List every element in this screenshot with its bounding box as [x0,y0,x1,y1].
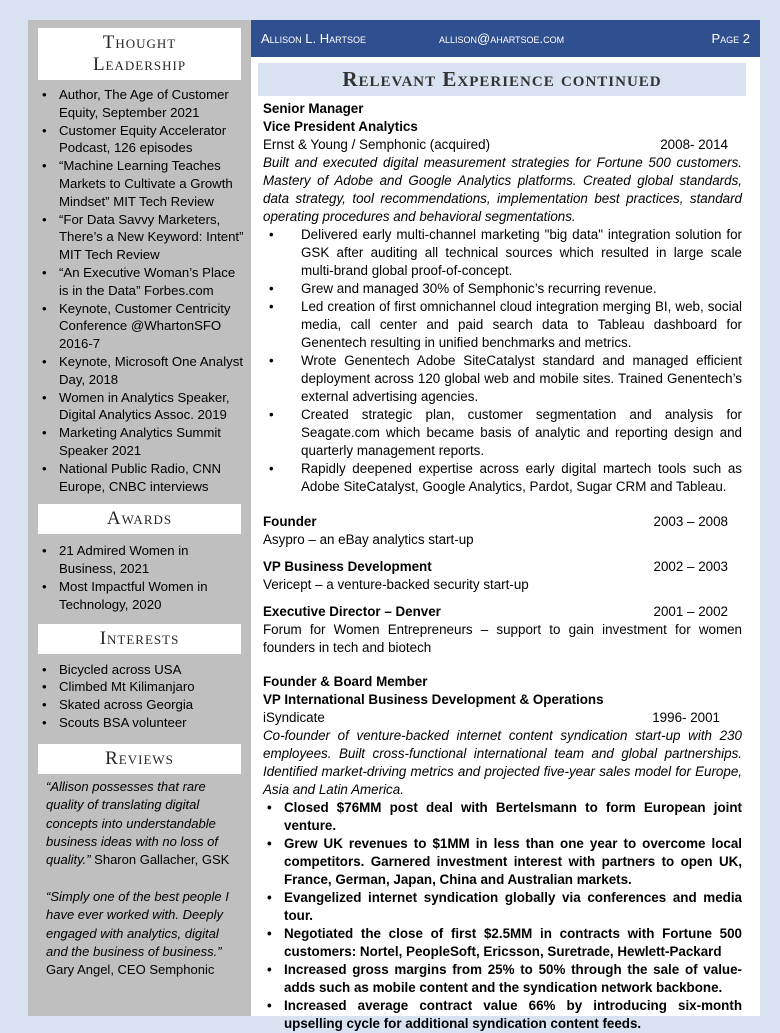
list-item: • Increased gross margins from 25% to 50% through the sale of value-adds such as mobile content and the syndication network backbone. [263,961,742,997]
review-quote: “Allison possesses that rare quality of translating digital concepts into understandable business ideas with no loss of quality.” [46,778,218,868]
list-item: • Author, The Age of Customer Equity, September 2021 [42,86,245,122]
job-description: Asypro – an eBay analytics start-up [263,532,474,547]
job-ey [263,100,742,496]
interests-heading: Interests [38,624,241,654]
review-quote: “Simply one of the best people I have ever worked with. Deeply engaged with analytics, digital and the business of business.” [46,888,229,959]
list-item: • Increased average contract value 66% by introducing six-month upselling cycle for additional syndication content feeds. [263,997,742,1033]
thought-leadership-list [28,86,251,495]
job-company-row [263,136,742,154]
awards-heading: Awards [38,504,241,534]
header-email[interactable]: allison@ahartsoe.com [439,31,565,46]
header-bar [251,20,760,57]
header-name: Allison L. Hartsoe [261,31,366,46]
list-item: • Negotiated the close of first $2.5MM in contracts with Fortune 500 customers: Nortel, PeopleSoft, Ericsson, Suretrade, Hewlett-Packard [263,925,742,961]
job-dates: 2002 – 2003 [653,559,728,574]
list-item: • Women in Analytics Speaker, Digital Analytics Assoc. 2019 [42,389,245,425]
list-item: • Grew UK revenues to $1MM in less than one year to overcome local competitors. Garnered investment interest with partners to open UK, France, German, Japan, China and Australian markets. [263,835,742,889]
review-1 [28,778,251,870]
sidebar [28,20,251,1016]
list-item: • Customer Equity Accelerator Podcast, 126 episodes [42,122,245,158]
main-content [251,20,760,1031]
list-item: • Evangelized internet syndication globally via conferences and media tour. [263,889,742,925]
list-item: • Scouts BSA volunteer [42,714,245,732]
job-company: iSyndicate [263,710,325,725]
list-item: • Wrote Genentech Adobe SiteCatalyst standard and managed efficient deployment across 120 global web and mobile sites. Trained Genentech’s external advertising agencies. [263,352,742,406]
job-dates: 1996- 2001 [652,710,720,725]
job-isyndicate [263,673,742,1033]
job-role: Senior Manager [263,101,364,116]
list-item: • Most Impactful Women in Technology, 2020 [42,578,245,614]
review-author: Sharon Gallacher, GSK [90,852,230,868]
section-title: Relevant Experience continued [258,63,746,96]
list-item: • “An Executive Woman’s Place is in the Data” Forbes.com [42,264,245,300]
list-item: • 21 Admired Women in Business, 2021 [42,542,245,578]
list-item: • Keynote, Customer Centricity Conference @WhartonSFO 2016-7 [42,300,245,353]
job-description: Forum for Women Entrepreneurs – support to gain investment for women founders in tech and biotech [263,622,742,655]
reviews-heading: Reviews [38,744,241,774]
awards-list [28,542,251,613]
job-role: VP International Business Development & Operations [263,692,604,707]
list-item: • “Machine Learning Teaches Markets to Cultivate a Growth Mindset” MIT Tech Review [42,157,245,210]
thought-leadership-heading: Thought Leadership [38,28,241,80]
job-company: Ernst & Young / Semphonic (acquired) [263,137,491,152]
job-forum [263,603,742,657]
job-company-row [263,709,742,727]
job-dates: 2001 – 2002 [653,604,728,619]
job-dates: 2003 – 2008 [653,514,728,529]
job-role: Executive Director – Denver [263,604,441,619]
job-role: Vice President Analytics [263,119,418,134]
page-number: Page 2 [711,31,750,46]
list-item: • Delivered early multi-channel marketing "big data" integration solution for GSK after auditing all technical sources which resulted in large scale multi-brand global proof-of-concept. [263,226,742,280]
job-bullets [263,799,742,1033]
job-role: Founder & Board Member [263,674,428,689]
list-item: • Grew and managed 30% of Semphonic’s recurring revenue. [263,280,742,298]
list-item: • Led creation of first omnichannel cloud integration merging BI, web, social media, call center and paid search data to Tableau dashboard for Genentech resulting in unified benchmarks and metrics. [263,298,742,352]
list-item: • “For Data Savvy Marketers, There’s a New Keyword: Intent” MIT Tech Review [42,211,245,264]
list-item: • Keynote, Microsoft One Analyst Day, 2018 [42,353,245,389]
job-bullets [263,226,742,496]
list-item: • Bicycled across USA [42,661,245,679]
list-item: • Skated across Georgia [42,696,245,714]
interests-list [28,661,251,732]
job-description: Vericept – a venture-backed security start-up [263,577,529,592]
list-item: • Closed $76MM post deal with Bertelsmann to form European joint venture. [263,799,742,835]
job-summary: Co-founder of venture-backed internet content syndication start-up with 230 employees. Built cross-functional international team and global partnerships. Identified market-driving metrics and projected five-year sales model for Europe, Asia and Latin America. [263,728,742,797]
job-role: VP Business Development [263,559,432,574]
list-item: • Created strategic plan, customer segmentation and analysis for Seagate.com which became basis of analytic and reporting design and quarterly management reports. [263,406,742,460]
job-role: Founder [263,514,317,529]
job-summary: Built and executed digital measurement strategies for Fortune 500 customers. Mastery of Adobe and Google Analytics platforms. Created global standards, data strategy, tool recommendations, implementation best practices, standard operating procedures and behavioral segmentations. [263,155,742,224]
list-item: • Rapidly deepened expertise across early digital martech tools such as Adobe SiteCatalyst, Google Analytics, Pardot, Sugar CRM and Tableau. [263,460,742,496]
job-asypro [263,513,742,549]
job-vericept [263,558,742,594]
list-item: • National Public Radio, CNN Europe, CNBC interviews [42,460,245,496]
review-author: Gary Angel, CEO Semphonic [46,962,215,978]
review-2 [28,888,251,980]
list-item: • Marketing Analytics Summit Speaker 2021 [42,424,245,460]
job-dates: 2008- 2014 [660,137,728,152]
list-item: • Climbed Mt Kilimanjaro [42,678,245,696]
